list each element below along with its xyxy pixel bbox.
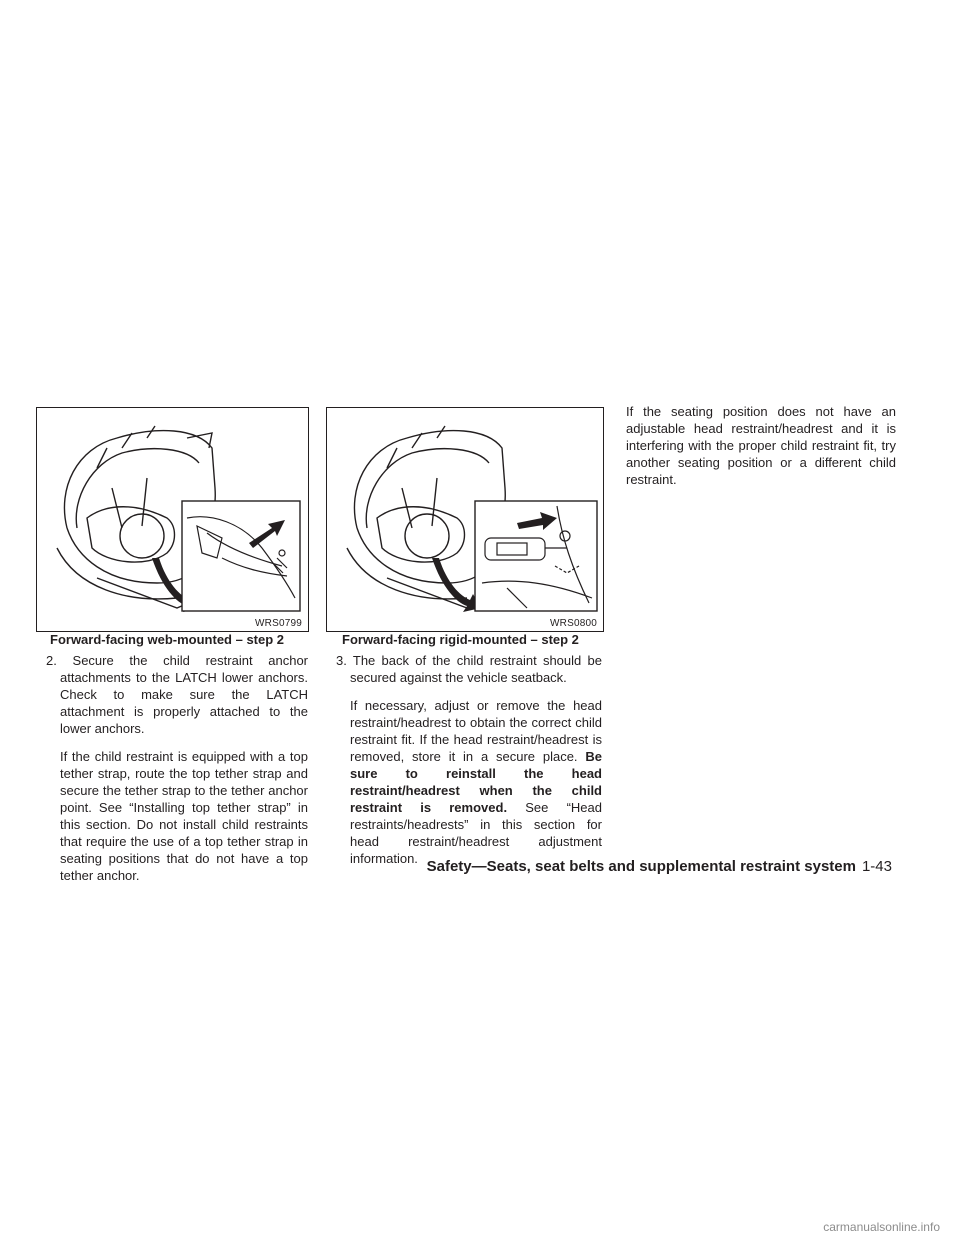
head-restraint-reference: See “Head restraints/headrests” in this section for head restraint/headrest adjustment information. [350,800,602,866]
child-seat-illustration [327,408,603,631]
text-column-2 [328,652,602,878]
step-3: 3. The back of the child restraint should be secured against the vehicle seatback. [336,653,602,685]
tether-paragraph: If the child restraint is equipped with a top tether strap, route the top tether strap and secure the tether strap to the tether anchor point. See “Installing top tether strap” in this section. Do not install child restraints that require the use of a top tether strap in seating positions that do not have a top tether anchor. [60,749,308,883]
figure-code: WRS0799 [255,618,302,629]
child-seat-illustration [37,408,308,631]
head-restraint-paragraph [328,697,602,867]
figure-code: WRS0800 [550,618,597,629]
text-column-3 [626,403,896,499]
head-restraint-text: If necessary, adjust or remove the head restraint/headrest to obtain the correct child restraint fit. If the head restraint/headrest is removed, store it in a secure place. [350,698,602,764]
page-footer [0,858,892,875]
alternate-position-paragraph: If the seating position does not have an adjustable head restraint/headrest and it is interfering with the proper child restraint fit, try another seating position or a different child restraint. [626,404,896,487]
figure-rigid-mounted [326,407,604,632]
section-title: Safety—Seats, seat belts and supplemental restraint system [426,858,856,875]
page-number: 1-43 [861,858,892,875]
head-restraint-warning: Be sure to reinstall the head restraint/headrest when the child restraint is removed. [350,749,602,815]
figure-caption: Forward-facing rigid-mounted – step 2 [342,632,579,647]
step-2: 2. Secure the child restraint anchor attachments to the LATCH lower anchors. Check to make sure the LATCH attachment is properly attached to the lower anchors. [46,653,308,736]
figure-web-mounted [36,407,309,632]
figure-caption: Forward-facing web-mounted – step 2 [50,632,285,647]
watermark: carmanualsonline.info [823,1220,940,1234]
